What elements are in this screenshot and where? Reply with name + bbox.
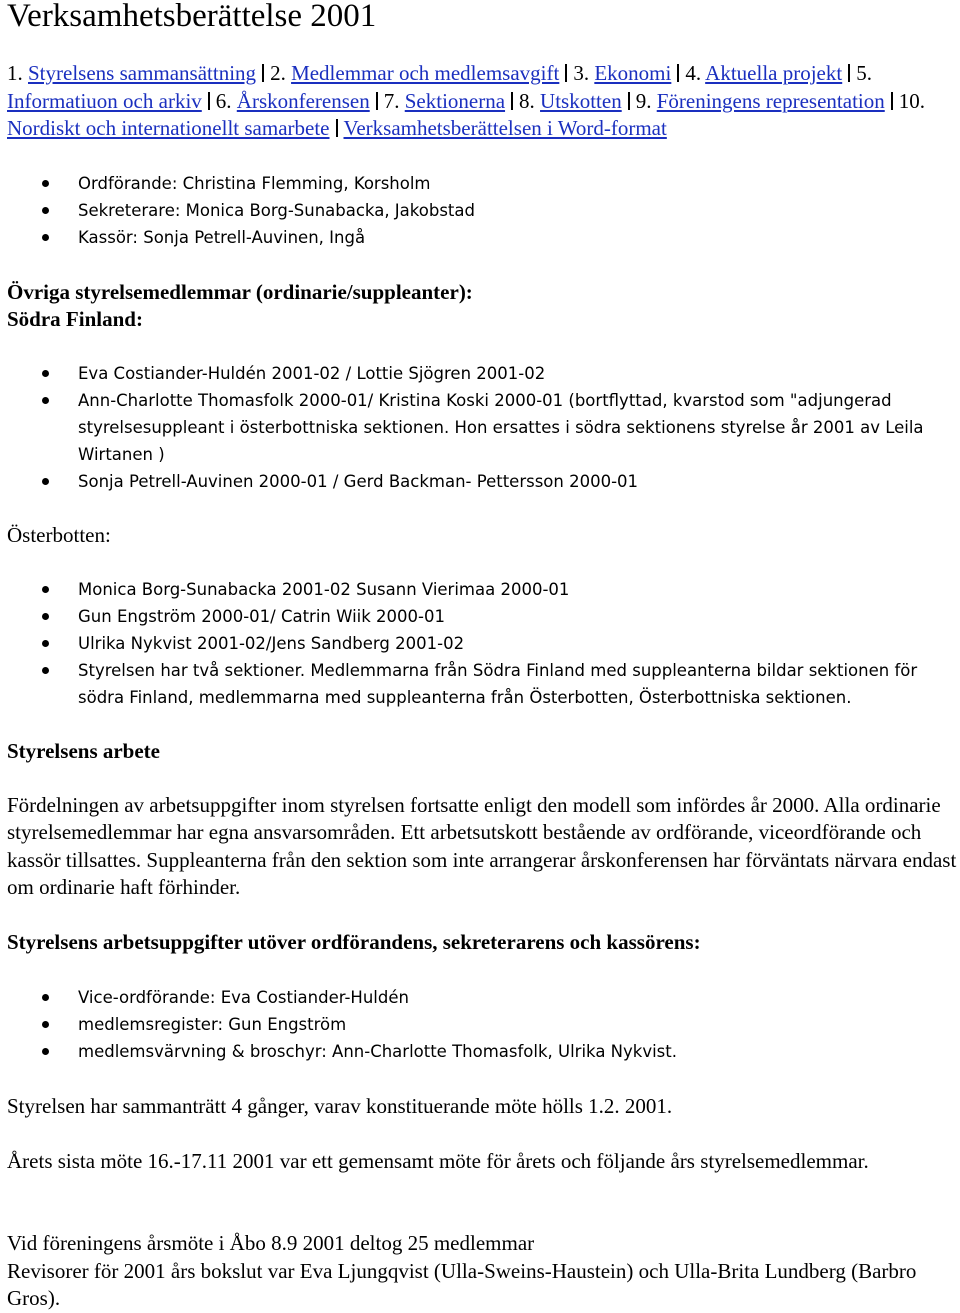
- nav-num-7: 7.: [383, 88, 400, 113]
- nav-link-sektionerna[interactable]: Sektionerna: [404, 88, 506, 113]
- nav-separator: [336, 119, 338, 137]
- nav-separator: [891, 92, 893, 110]
- list-item: Gun Engström 2000-01/ Catrin Wiik 2000-01: [78, 603, 958, 630]
- list-item: Sekreterare: Monica Borg-Sunabacka, Jakobstad: [78, 197, 958, 224]
- list-item: Ann-Charlotte Thomasfolk 2000-01/ Kristina Koski 2000-01 (bortflyttad, kvarstod som "adjungerad styrelsesuppleant i österbottniska sektionen. Hon ersattes i södra sektionens styrelse år 2001 av Leila Wirtanen ): [78, 387, 958, 468]
- nav-link-styrelsens-sammansattning[interactable]: Styrelsens sammansättning: [28, 61, 257, 85]
- nav-separator: [376, 92, 378, 110]
- nav-separator: [848, 64, 850, 82]
- nav-num-8: 8.: [519, 88, 535, 113]
- nav-separator: [677, 64, 679, 82]
- south-finland-heading: Södra Finland:: [7, 307, 143, 331]
- list-item: Kassör: Sonja Petrell-Auvinen, Ingå: [78, 224, 958, 251]
- meetings-paragraph: Styrelsen har sammanträtt 4 gånger, varav konstituerande möte hölls 1.2. 2001.: [7, 1094, 673, 1118]
- nav-link-medlemmar[interactable]: Medlemmar och medlemsavgift: [291, 61, 560, 85]
- list-item: Ulrika Nykvist 2001-02/Jens Sandberg 2001-02: [78, 630, 958, 657]
- nav-separator: [208, 92, 210, 110]
- nav-num-1: 1.: [7, 61, 23, 85]
- list-item: medlemsregister: Gun Engström: [78, 1011, 958, 1038]
- list-item: medlemsvärvning & broschyr: Ann-Charlotte Thomasfolk, Ulrika Nykvist.: [78, 1038, 958, 1065]
- work-paragraph: Fördelningen av arbetsuppgifter inom styrelsen fortsatte enligt den modell som infördes år 2000. Alla ordinarie styrelsemedlemmar har egna ansvarsområden. Ett arbetsutskott bestående av ordförande, viceordförande och kassör tillsattes. Suppleanterna från den sektion som inte arrangerar årskonferensen har förväntats närvara endast om ordinarie haft förhinder.: [7, 793, 957, 899]
- nav-num-3: 3.: [573, 61, 590, 85]
- nav-num-2: 2.: [270, 61, 286, 85]
- nav-num-6: 6.: [215, 88, 232, 113]
- nav-separator: [565, 64, 567, 82]
- nav-num-9: 9.: [635, 88, 652, 113]
- annual-meeting-line: Vid föreningens årsmöte i Åbo 8.9 2001 deltog 25 medlemmar: [7, 1231, 535, 1255]
- list-item: Vice-ordförande: Eva Costiander-Huldén: [78, 984, 958, 1011]
- list-item: Styrelsen har två sektioner. Medlemmarna från Södra Finland med suppleanterna bildar sektionen för södra Finland, medlemmarna med suppleanterna från Österbotten, Österbottniska sektionen.: [78, 657, 958, 711]
- nav-separator: [511, 92, 513, 110]
- nav-link-aktuella-projekt[interactable]: Aktuella projekt: [705, 61, 843, 85]
- nav-link-arskonferensen[interactable]: Årskonferensen: [236, 88, 370, 113]
- nav-separator: [628, 92, 630, 110]
- nav-link-utskotten[interactable]: Utskotten: [540, 88, 622, 113]
- tasks-list: [78, 984, 958, 1065]
- nav-link-foreningens-representation[interactable]: Föreningens representation: [656, 88, 885, 113]
- list-item: Sonja Petrell-Auvinen 2000-01 / Gerd Backman- Pettersson 2000-01: [78, 468, 958, 495]
- officers-list: [78, 170, 958, 251]
- osterbotten-members-list: [78, 576, 958, 711]
- nav-num-4: 4.: [685, 61, 702, 85]
- auditors-line: Revisorer för 2001 års bokslut var Eva Ljungqvist (Ulla-Sweins-Haustein) och Ulla-Brita Lundberg (Barbro Gros).: [7, 1259, 917, 1311]
- osterbotten-heading: Österbotten:: [7, 523, 111, 547]
- page-title: Verksamhetsberättelse 2001: [7, 0, 377, 34]
- nav-num-5: 5.: [856, 61, 872, 85]
- nav-link-word-format[interactable]: Verksamhetsberättelsen i Word-format: [343, 116, 667, 140]
- nav-link-information[interactable]: Informatiuon och arkiv: [7, 88, 202, 113]
- other-members-heading: Övriga styrelsemedlemmar (ordinarie/suppleanter):: [7, 280, 473, 304]
- nav-link-ekonomi[interactable]: Ekonomi: [594, 61, 672, 85]
- south-members-list: [78, 360, 958, 495]
- list-item: Monica Borg-Sunabacka 2001-02 Susann Vierimaa 2000-01: [78, 576, 958, 603]
- nav-separator: [262, 64, 264, 82]
- tasks-heading: Styrelsens arbetsuppgifter utöver ordförandens, sekreterarens och kassörens:: [7, 930, 701, 954]
- nav-num-10: 10.: [898, 88, 925, 113]
- last-meeting-paragraph: Årets sista möte 16.-17.11 2001 var ett gemensamt möte för årets och följande års styrelsemedlemmar.: [7, 1149, 869, 1173]
- list-item: Ordförande: Christina Flemming, Korsholm: [78, 170, 958, 197]
- section-nav: [7, 60, 957, 143]
- work-heading: Styrelsens arbete: [7, 739, 160, 763]
- list-item: Eva Costiander-Huldén 2001-02 / Lottie Sjögren 2001-02: [78, 360, 958, 387]
- nav-link-nordiskt-samarbete[interactable]: Nordiskt och internationellt samarbete: [7, 116, 330, 140]
